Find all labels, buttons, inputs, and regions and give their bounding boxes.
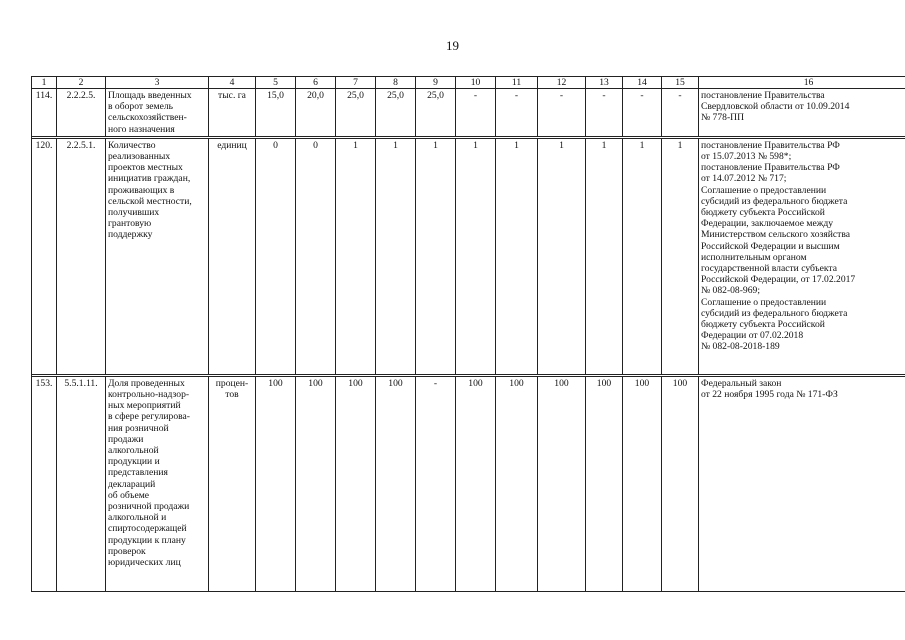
indicator-name-line: проверок [108, 545, 146, 557]
row-number: 114. [32, 89, 57, 137]
value-cell: 1 [376, 138, 416, 374]
value-cell: 1 [586, 138, 623, 374]
indicators-table [31, 76, 905, 592]
indicator-name-line: продукции к плану [108, 534, 186, 546]
value-cell: 100 [256, 376, 296, 591]
indicator-name-line: юридических лиц [108, 557, 181, 569]
legal-source-line: Федерации от 07.02.2018 [701, 330, 804, 342]
value-cell: 100 [296, 376, 336, 591]
value-cell: 1 [662, 138, 699, 374]
indicator-name-line: ния розничной [108, 422, 169, 434]
row-number: 153. [32, 376, 57, 591]
value-cell: 25,0 [336, 89, 376, 137]
value-cell: - [586, 89, 623, 137]
legal-source-line: бюджету субъекта Российской [701, 319, 825, 331]
value-cell: 100 [662, 376, 699, 591]
indicator-name-line: сельскохозяйствен- [108, 112, 187, 124]
indicator-name [106, 138, 209, 374]
row-code: 2.2.2.5. [57, 89, 106, 137]
legal-source-line: субсидий из федерального бюджета [701, 195, 848, 207]
unit-line: тыс. га [218, 90, 246, 101]
indicator-name-line: Площадь введенных [108, 90, 192, 101]
value-cell: 100 [496, 376, 538, 591]
column-header: 9 [416, 77, 456, 89]
value-cell: 1 [416, 138, 456, 374]
legal-source-line: бюджету субъекта Российской [701, 207, 825, 219]
column-header: 16 [699, 77, 905, 89]
indicator-name-line: ного назначения [108, 123, 175, 135]
value-cell: 1 [623, 138, 662, 374]
row-code: 5.5.1.11. [57, 376, 106, 591]
indicator-name-line: получивших [108, 207, 160, 219]
legal-source-line: субсидий из федерального бюджета [701, 307, 848, 319]
unit [209, 376, 256, 591]
indicator-name-line: грантовую [108, 218, 152, 230]
indicator-name-line: Количество [108, 139, 156, 151]
indicator-name-line: алкогольной [108, 445, 159, 457]
value-cell: - [538, 89, 586, 137]
indicator-name-line: алкогольной и [108, 512, 167, 524]
column-header: 15 [662, 77, 699, 89]
column-header: 14 [623, 77, 662, 89]
value-cell: - [416, 376, 456, 591]
column-header: 12 [538, 77, 586, 89]
value-cell: - [662, 89, 699, 137]
value-cell: - [456, 89, 496, 137]
column-header: 6 [296, 77, 336, 89]
indicator-name-line: ных мероприятий [108, 400, 181, 412]
legal-source-line: Российской Федерации и высшим [701, 240, 840, 252]
value-cell: 100 [623, 376, 662, 591]
value-cell: 100 [586, 376, 623, 591]
column-header: 4 [209, 77, 256, 89]
legal-source-line: постановление Правительства РФ [701, 162, 840, 174]
indicator-name [106, 89, 209, 137]
value-cell: 0 [256, 138, 296, 374]
value-cell: 20,0 [296, 89, 336, 137]
value-cell: 100 [336, 376, 376, 591]
column-header: 13 [586, 77, 623, 89]
indicator-name-line: инициатив граждан, [108, 173, 191, 185]
row-number: 120. [32, 138, 57, 374]
value-cell: 1 [456, 138, 496, 374]
legal-source-line: № 082-08-2018-189 [701, 341, 780, 353]
page-number: 19 [446, 38, 459, 53]
column-header: 2 [57, 77, 106, 89]
unit-line: процен- [215, 377, 249, 389]
indicator-name-line: в оборот земель [108, 101, 174, 113]
column-header: 10 [456, 77, 496, 89]
indicator-name-line: деклараций [108, 478, 156, 490]
indicator-name [106, 376, 209, 591]
value-cell: - [496, 89, 538, 137]
indicator-name-line: контрольно-надзор- [108, 389, 190, 401]
unit-line: единиц [217, 139, 247, 151]
legal-source-line: Свердловской области от 10.09.2014 [701, 101, 850, 113]
indicator-name-line: розничной продажи [108, 501, 190, 513]
indicator-name-line: проживающих в [108, 184, 175, 196]
value-cell: - [623, 89, 662, 137]
unit [209, 138, 256, 374]
table-row [32, 138, 905, 374]
legal-source-line: Российской Федерации, от 17.02.2017 [701, 274, 856, 286]
legal-source-line: от 15.07.2013 № 598*; [701, 151, 792, 163]
legal-source-line: Федерации, заключаемое между [701, 218, 834, 230]
legal-source-line: исполнительным органом [701, 251, 807, 263]
unit-line: тов [225, 389, 239, 401]
legal-source [699, 89, 905, 137]
value-cell: 25,0 [416, 89, 456, 137]
indicator-name-line: продажи [108, 433, 144, 445]
value-cell: 100 [376, 376, 416, 591]
legal-source-line: от 14.07.2012 № 717; [701, 173, 787, 185]
legal-source [699, 376, 905, 591]
row-code: 2.2.5.1. [57, 138, 106, 374]
legal-source-line: Министерством сельского хозяйства [701, 229, 851, 241]
value-cell: 15,0 [256, 89, 296, 137]
indicator-name-line: сельской местности, [108, 195, 192, 207]
column-header: 3 [106, 77, 209, 89]
indicator-name-line: реализованных [108, 151, 171, 163]
value-cell: 1 [496, 138, 538, 374]
legal-source-line: постановление Правительства [701, 90, 825, 101]
value-cell: 1 [538, 138, 586, 374]
table-row [32, 89, 905, 137]
value-cell: 100 [538, 376, 586, 591]
legal-source-line: Соглашение о предоставлении [701, 296, 827, 308]
legal-source [699, 138, 905, 374]
table-body [32, 77, 905, 592]
table-row [32, 376, 905, 591]
legal-source-line: от 22 ноября 1995 года № 171-ФЗ [701, 389, 838, 401]
legal-source-line: постановление Правительства РФ [701, 139, 840, 151]
column-header: 8 [376, 77, 416, 89]
indicator-name-line: продукции и [108, 456, 160, 468]
column-header-row [32, 77, 905, 89]
column-header: 1 [32, 77, 57, 89]
indicator-name-line: в сфере регулирова- [108, 411, 190, 423]
value-cell: 100 [456, 376, 496, 591]
legal-source-line: государственной власти субъекта [701, 263, 837, 275]
legal-source-line: Федеральный закон [701, 377, 782, 389]
legal-source-line: Соглашение о предоставлении [701, 184, 827, 196]
legal-source-line: № 778-ПП [701, 112, 744, 124]
indicator-name-line: спиртосодержащей [108, 523, 187, 535]
indicator-name-line: поддержку [108, 229, 153, 241]
indicator-name-line: представления [108, 467, 168, 479]
column-header: 11 [496, 77, 538, 89]
indicator-name-line: Доля проведенных [108, 377, 185, 389]
value-cell: 1 [336, 138, 376, 374]
column-header: 7 [336, 77, 376, 89]
indicator-name-line: проектов местных [108, 162, 183, 174]
column-header: 5 [256, 77, 296, 89]
value-cell: 0 [296, 138, 336, 374]
value-cell: 25,0 [376, 89, 416, 137]
unit [209, 89, 256, 137]
legal-source-line: № 082-08-969; [701, 285, 760, 297]
indicator-name-line: об объеме [108, 489, 150, 501]
